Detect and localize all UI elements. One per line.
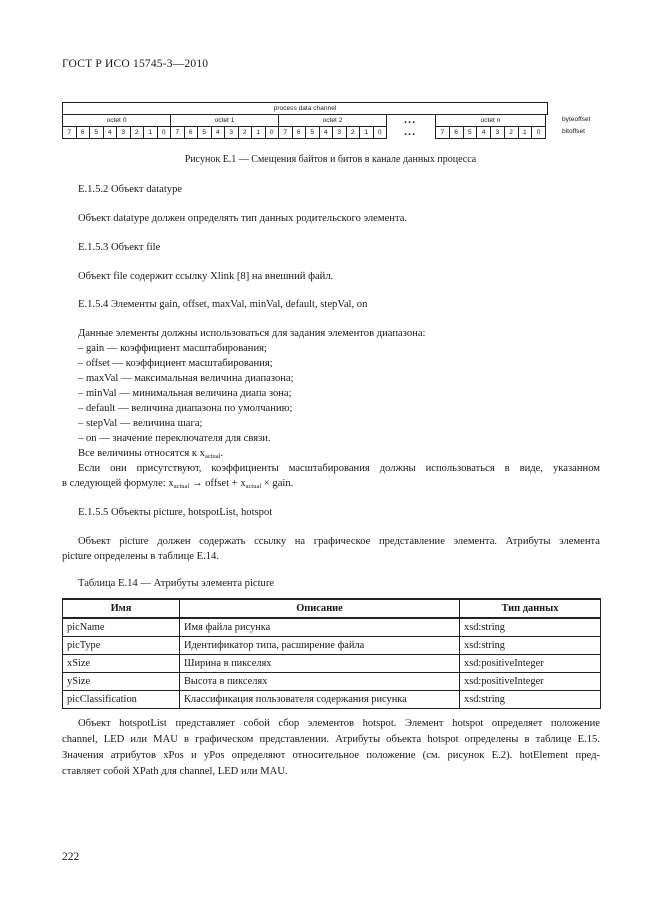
bit-cell: 6 bbox=[292, 127, 306, 139]
list-item-maxval: – maxVal — максимальная величина диапазона; bbox=[78, 373, 294, 384]
bit-cell: 5 bbox=[463, 127, 477, 139]
list-item-on: – on — значение переключателя для связи. bbox=[78, 433, 271, 444]
bit-cell: 0 bbox=[157, 127, 171, 139]
table-cell: Имя файла рисунка bbox=[180, 618, 460, 637]
list-item-default: – default — величина диапазона по умолчанию; bbox=[78, 403, 293, 414]
table-cell: xSize bbox=[63, 655, 180, 673]
bit-cell: 0 bbox=[532, 127, 546, 139]
table-cell: xsd:string bbox=[460, 637, 601, 655]
octet-table-right bbox=[435, 114, 546, 139]
octet-1-label: octet 1 bbox=[171, 115, 279, 127]
byteoffset-label: byteoffset bbox=[562, 116, 591, 123]
bit-cell: 3 bbox=[225, 127, 239, 139]
table-cell: xsd:string bbox=[460, 618, 601, 637]
column-header-name: Имя bbox=[63, 599, 180, 618]
values-relation-text: Все величины относятся к $x_{actual}$. bbox=[78, 448, 224, 460]
bit-ellipsis: ... bbox=[404, 126, 417, 138]
section-text-datatype: Объект datatype должен определять тип данных родительского элемента. bbox=[78, 213, 408, 224]
section-heading-elements: Е.1.5.4 Элементы gain, offset, maxVal, minVal, default, stepVal, on bbox=[78, 299, 368, 310]
table-cell: Идентификатор типа, расширение файла bbox=[180, 637, 460, 655]
closing-line3: Значения атрибутов xPos и yPos определяют относительное положение (см. рисунок Е.2). hotElement пред- bbox=[62, 750, 600, 761]
attributes-table bbox=[62, 598, 601, 709]
bit-cell: 7 bbox=[171, 127, 185, 139]
table-cell: picName bbox=[63, 618, 180, 637]
octet-n-label: octet n bbox=[436, 115, 546, 127]
table-cell: xsd:string bbox=[460, 691, 601, 709]
bitoffset-label: bitoffset bbox=[562, 128, 585, 135]
bit-cell: 6 bbox=[449, 127, 463, 139]
octet-2-label: octet 2 bbox=[279, 115, 387, 127]
bit-cell: 2 bbox=[130, 127, 144, 139]
octet-ellipsis-top: ... bbox=[404, 114, 417, 126]
bit-cell: 5 bbox=[198, 127, 212, 139]
table-cell: ySize bbox=[63, 673, 180, 691]
bit-cell: 4 bbox=[103, 127, 117, 139]
list-item-stepval: – stepVal — величина шага; bbox=[78, 418, 203, 429]
bit-cell: 1 bbox=[518, 127, 532, 139]
bit-cell: 7 bbox=[63, 127, 77, 139]
bit-cell: 6 bbox=[184, 127, 198, 139]
picture-text-line2: picture определены в таблице Е.14. bbox=[62, 551, 219, 562]
bit-cell: 3 bbox=[117, 127, 131, 139]
bit-cell: 2 bbox=[504, 127, 518, 139]
table-cell: Классификация пользователя содержания рисунка bbox=[180, 691, 460, 709]
bit-cell: 0 bbox=[373, 127, 387, 139]
table-row bbox=[63, 618, 601, 637]
closing-line2: channel, LED или MAU в графическом представлении. Атрибуты объекта hotspot определены в таблице Е.15. bbox=[62, 734, 600, 745]
picture-text-line1: Объект picture должен содержать ссылку на графическое представление элемента. Атрибуты элемента bbox=[78, 536, 600, 547]
formula-intro-line: Если они присутствуют, коэффициенты масштабирования должны использоваться в виде, указанном bbox=[78, 463, 600, 474]
table-cell: Ширина в пикселях bbox=[180, 655, 460, 673]
formula-line: в следующей формуле: $x_{actual}$ → offset + $x_{actual}$ × gain. bbox=[62, 478, 294, 490]
page-number: 222 bbox=[62, 851, 80, 863]
list-item-offset: – offset — коэффициент масштабирования; bbox=[78, 358, 273, 369]
bit-cell: 5 bbox=[306, 127, 320, 139]
section-text-file: Объект file содержит ссылку Xlink [8] на внешний файл. bbox=[78, 271, 334, 282]
section-heading-picture: Е.1.5.5 Объекты picture, hotspotList, hotspot bbox=[78, 507, 273, 518]
table-cell: picClassification bbox=[63, 691, 180, 709]
table-cell: picType bbox=[63, 637, 180, 655]
table-cell: xsd:positiveInteger bbox=[460, 673, 601, 691]
bit-cell: 7 bbox=[436, 127, 450, 139]
bit-cell: 4 bbox=[211, 127, 225, 139]
bit-cell: 1 bbox=[144, 127, 158, 139]
table-cell: xsd:positiveInteger bbox=[460, 655, 601, 673]
bit-cell: 2 bbox=[238, 127, 252, 139]
document-header: ГОСТ Р ИСО 15745-3—2010 bbox=[62, 58, 209, 70]
closing-line4: ставляет собой XPath для channel, LED или MAU. bbox=[62, 766, 288, 777]
table-header-row bbox=[63, 599, 601, 618]
bit-cell: 4 bbox=[319, 127, 333, 139]
bit-cell: 2 bbox=[346, 127, 360, 139]
table-caption: Таблица Е.14 — Атрибуты элемента picture bbox=[78, 578, 275, 589]
table-row bbox=[63, 655, 601, 673]
table-row bbox=[63, 673, 601, 691]
elements-intro: Данные элементы должны использоваться для задания элементов диапазона: bbox=[78, 328, 426, 339]
list-item-minval: – minVal — минимальная величина диапа зона; bbox=[78, 388, 292, 399]
bit-cell: 0 bbox=[265, 127, 279, 139]
bit-cell: 1 bbox=[360, 127, 374, 139]
table-row bbox=[63, 637, 601, 655]
list-item-gain: – gain — коэффициент масштабирования; bbox=[78, 343, 267, 354]
bit-cell: 3 bbox=[333, 127, 347, 139]
section-heading-file: Е.1.5.3 Объект file bbox=[78, 242, 161, 253]
octet-table-left bbox=[62, 114, 387, 139]
table-row bbox=[63, 691, 601, 709]
bit-cell: 7 bbox=[279, 127, 293, 139]
figure-caption: Рисунок Е.1 — Смещения байтов и битов в канале данных процесса bbox=[184, 154, 477, 165]
bit-cell: 6 bbox=[76, 127, 90, 139]
column-header-description: Описание bbox=[180, 599, 460, 618]
closing-line1: Объект hotspotList представляет собой сбор элементов hotspot. Элемент hotspot определяет положение bbox=[78, 718, 600, 729]
section-heading-datatype: Е.1.5.2 Объект datatype bbox=[78, 184, 183, 195]
bit-cell: 4 bbox=[477, 127, 491, 139]
column-header-datatype: Тип данных bbox=[460, 599, 601, 618]
bit-cell: 1 bbox=[252, 127, 266, 139]
octet-0-label: octet 0 bbox=[63, 115, 171, 127]
bit-cell: 5 bbox=[90, 127, 104, 139]
bit-cell: 3 bbox=[491, 127, 505, 139]
figure-title: process data channel bbox=[62, 102, 548, 115]
table-cell: Высота в пикселях bbox=[180, 673, 460, 691]
